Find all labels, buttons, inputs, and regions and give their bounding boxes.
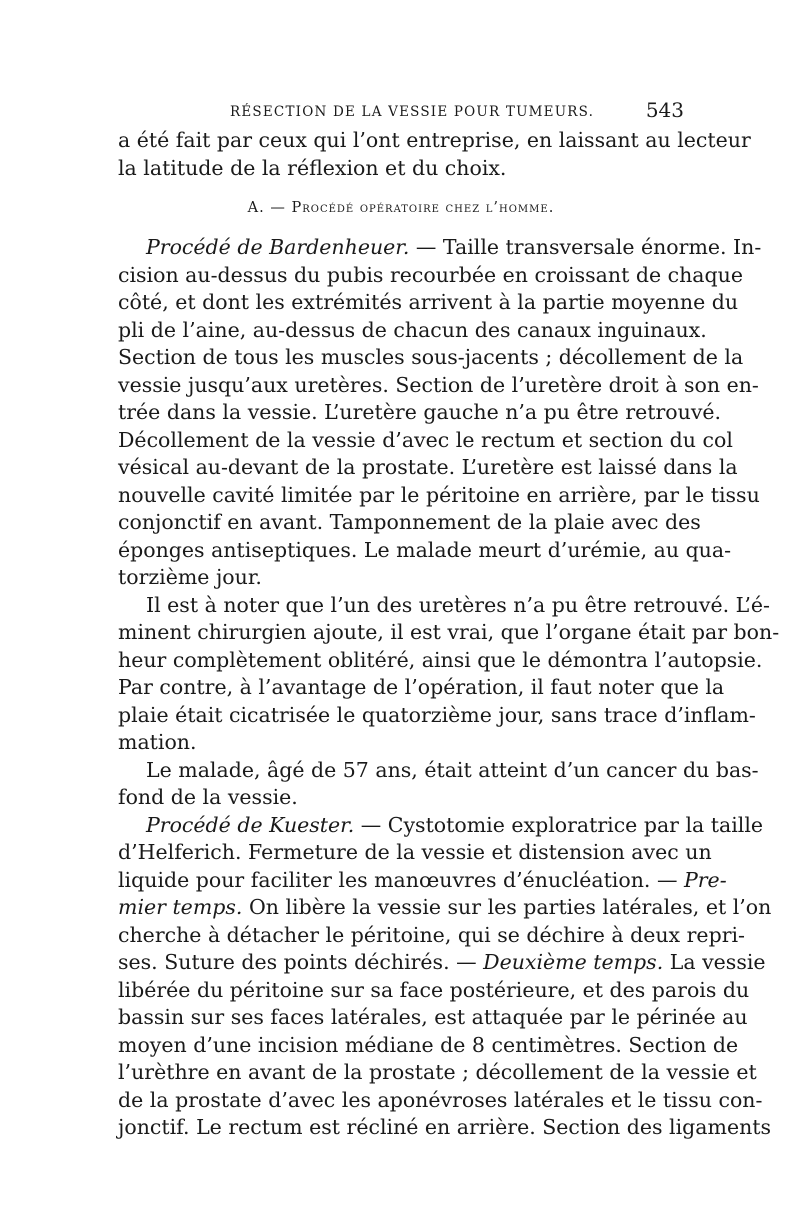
running-title: RÉSECTION DE LA VESSIE POUR TUMEURS.	[230, 104, 595, 120]
text-fragment: On libère la vessie sur les parties latérales, et l’on	[242, 895, 772, 919]
text-line: la latitude de la réflexion et du choix.	[118, 155, 507, 180]
text-line: cision au-dessus du pubis recourbée en croissant de chaque	[118, 262, 743, 287]
body-text	[118, 127, 780, 1142]
text-line: nouvelle cavité limitée par le péritoine en arrière, par le tissu	[118, 482, 760, 507]
text-line: cherche à détacher le péritoine, qui se déchire à deux repri-	[118, 922, 745, 947]
text-line: fond de la vessie.	[118, 785, 298, 809]
text-line: libérée du péritoine sur sa face postérieure, et des parois du	[118, 977, 750, 1002]
text-line: éponges antiseptiques. Le malade meurt d’urémie, au qua-	[118, 537, 732, 562]
text-line: Il est à noter que l’un des uretères n’a pu être retrouvé. L’é-	[146, 592, 770, 617]
procedure-name: Procédé de Kuester.	[146, 812, 355, 837]
text-line: minent chirurgien ajoute, il est vrai, que l’organe était par bon-	[118, 620, 780, 644]
italic-fragment: Deuxième temps.	[483, 950, 664, 974]
text-line: côté, et dont les extrémités arrivent à la partie moyenne du	[118, 290, 739, 314]
paragraph-lead-line	[118, 234, 762, 262]
text-line: Le malade, âgé de 57 ans, était atteint d’un cancer du bas-	[146, 757, 759, 782]
text-fragment: liquide pour faciliter les manœuvres d’énucléation. —	[118, 867, 684, 892]
italic-fragment: Pre-	[683, 867, 727, 892]
section-heading: A. — Procédé opératoire chez l’homme.	[247, 200, 555, 216]
text-line: torzième jour.	[118, 565, 262, 589]
text-fragment: — Cystotomie exploratrice par la taille	[354, 812, 764, 837]
text-line: Section de tous les muscles sous-jacents ; décollement de la	[118, 345, 744, 369]
text-line: plaie était cicatrisée le quatorzième jour, sans trace d’inflam-	[118, 702, 756, 727]
running-head	[118, 96, 684, 126]
text-line: conjonctif en avant. Tamponnement de la plaie avec des	[118, 510, 701, 534]
page-number: 543	[645, 98, 684, 122]
text-line: pli de l’aine, au-dessus de chacun des canaux inguinaux.	[118, 317, 707, 342]
text-fragment: La vessie	[663, 950, 766, 974]
text-line: d’Helferich. Fermeture de la vessie et distension avec un	[118, 840, 712, 864]
text-line: Décollement de la vessie d’avec le rectum et section du col	[118, 427, 733, 452]
text-line: Par contre, à l’avantage de l’opération, il faut noter que la	[118, 675, 725, 699]
text-line: vessie jusqu’aux uretères. Section de l’uretère droit à son en-	[118, 372, 759, 397]
text-line: moyen d’une incision médiane de 8 centimètres. Section de	[118, 1032, 739, 1057]
procedure-name: Procédé de Bardenheuer.	[146, 235, 410, 259]
text-line: trée dans la vessie. L’uretère gauche n’a pu être retrouvé.	[118, 400, 722, 424]
text-line	[118, 894, 772, 922]
text-line: jonctif. Le rectum est récliné en arrière. Section des ligaments	[118, 1115, 772, 1139]
italic-fragment: mier temps.	[118, 895, 243, 919]
text-fragment: — Taille transversale énorme. In-	[409, 235, 762, 259]
text-line	[118, 867, 727, 895]
text-line: heur complètement oblitéré, ainsi que le démontra l’autopsie.	[118, 647, 763, 672]
text-line	[118, 949, 766, 977]
paragraph-lead-line	[118, 812, 764, 840]
text-fragment: ses. Suture des points déchirés. —	[118, 950, 484, 974]
text-line: bassin sur ses faces latérales, est attaquée par le périnée au	[118, 1005, 748, 1029]
text-line: a été fait par ceux qui l’ont entreprise, en laissant au lecteur	[118, 128, 751, 152]
text-line: mation.	[118, 730, 197, 754]
text-line: l’urèthre en avant de la prostate ; décollement de la vessie et	[118, 1060, 757, 1084]
text-line: de la prostate d’avec les aponévroses latérales et le tissu con-	[118, 1087, 763, 1112]
text-line: vésical au-devant de la prostate. L’uretère est laissé dans la	[118, 455, 738, 479]
